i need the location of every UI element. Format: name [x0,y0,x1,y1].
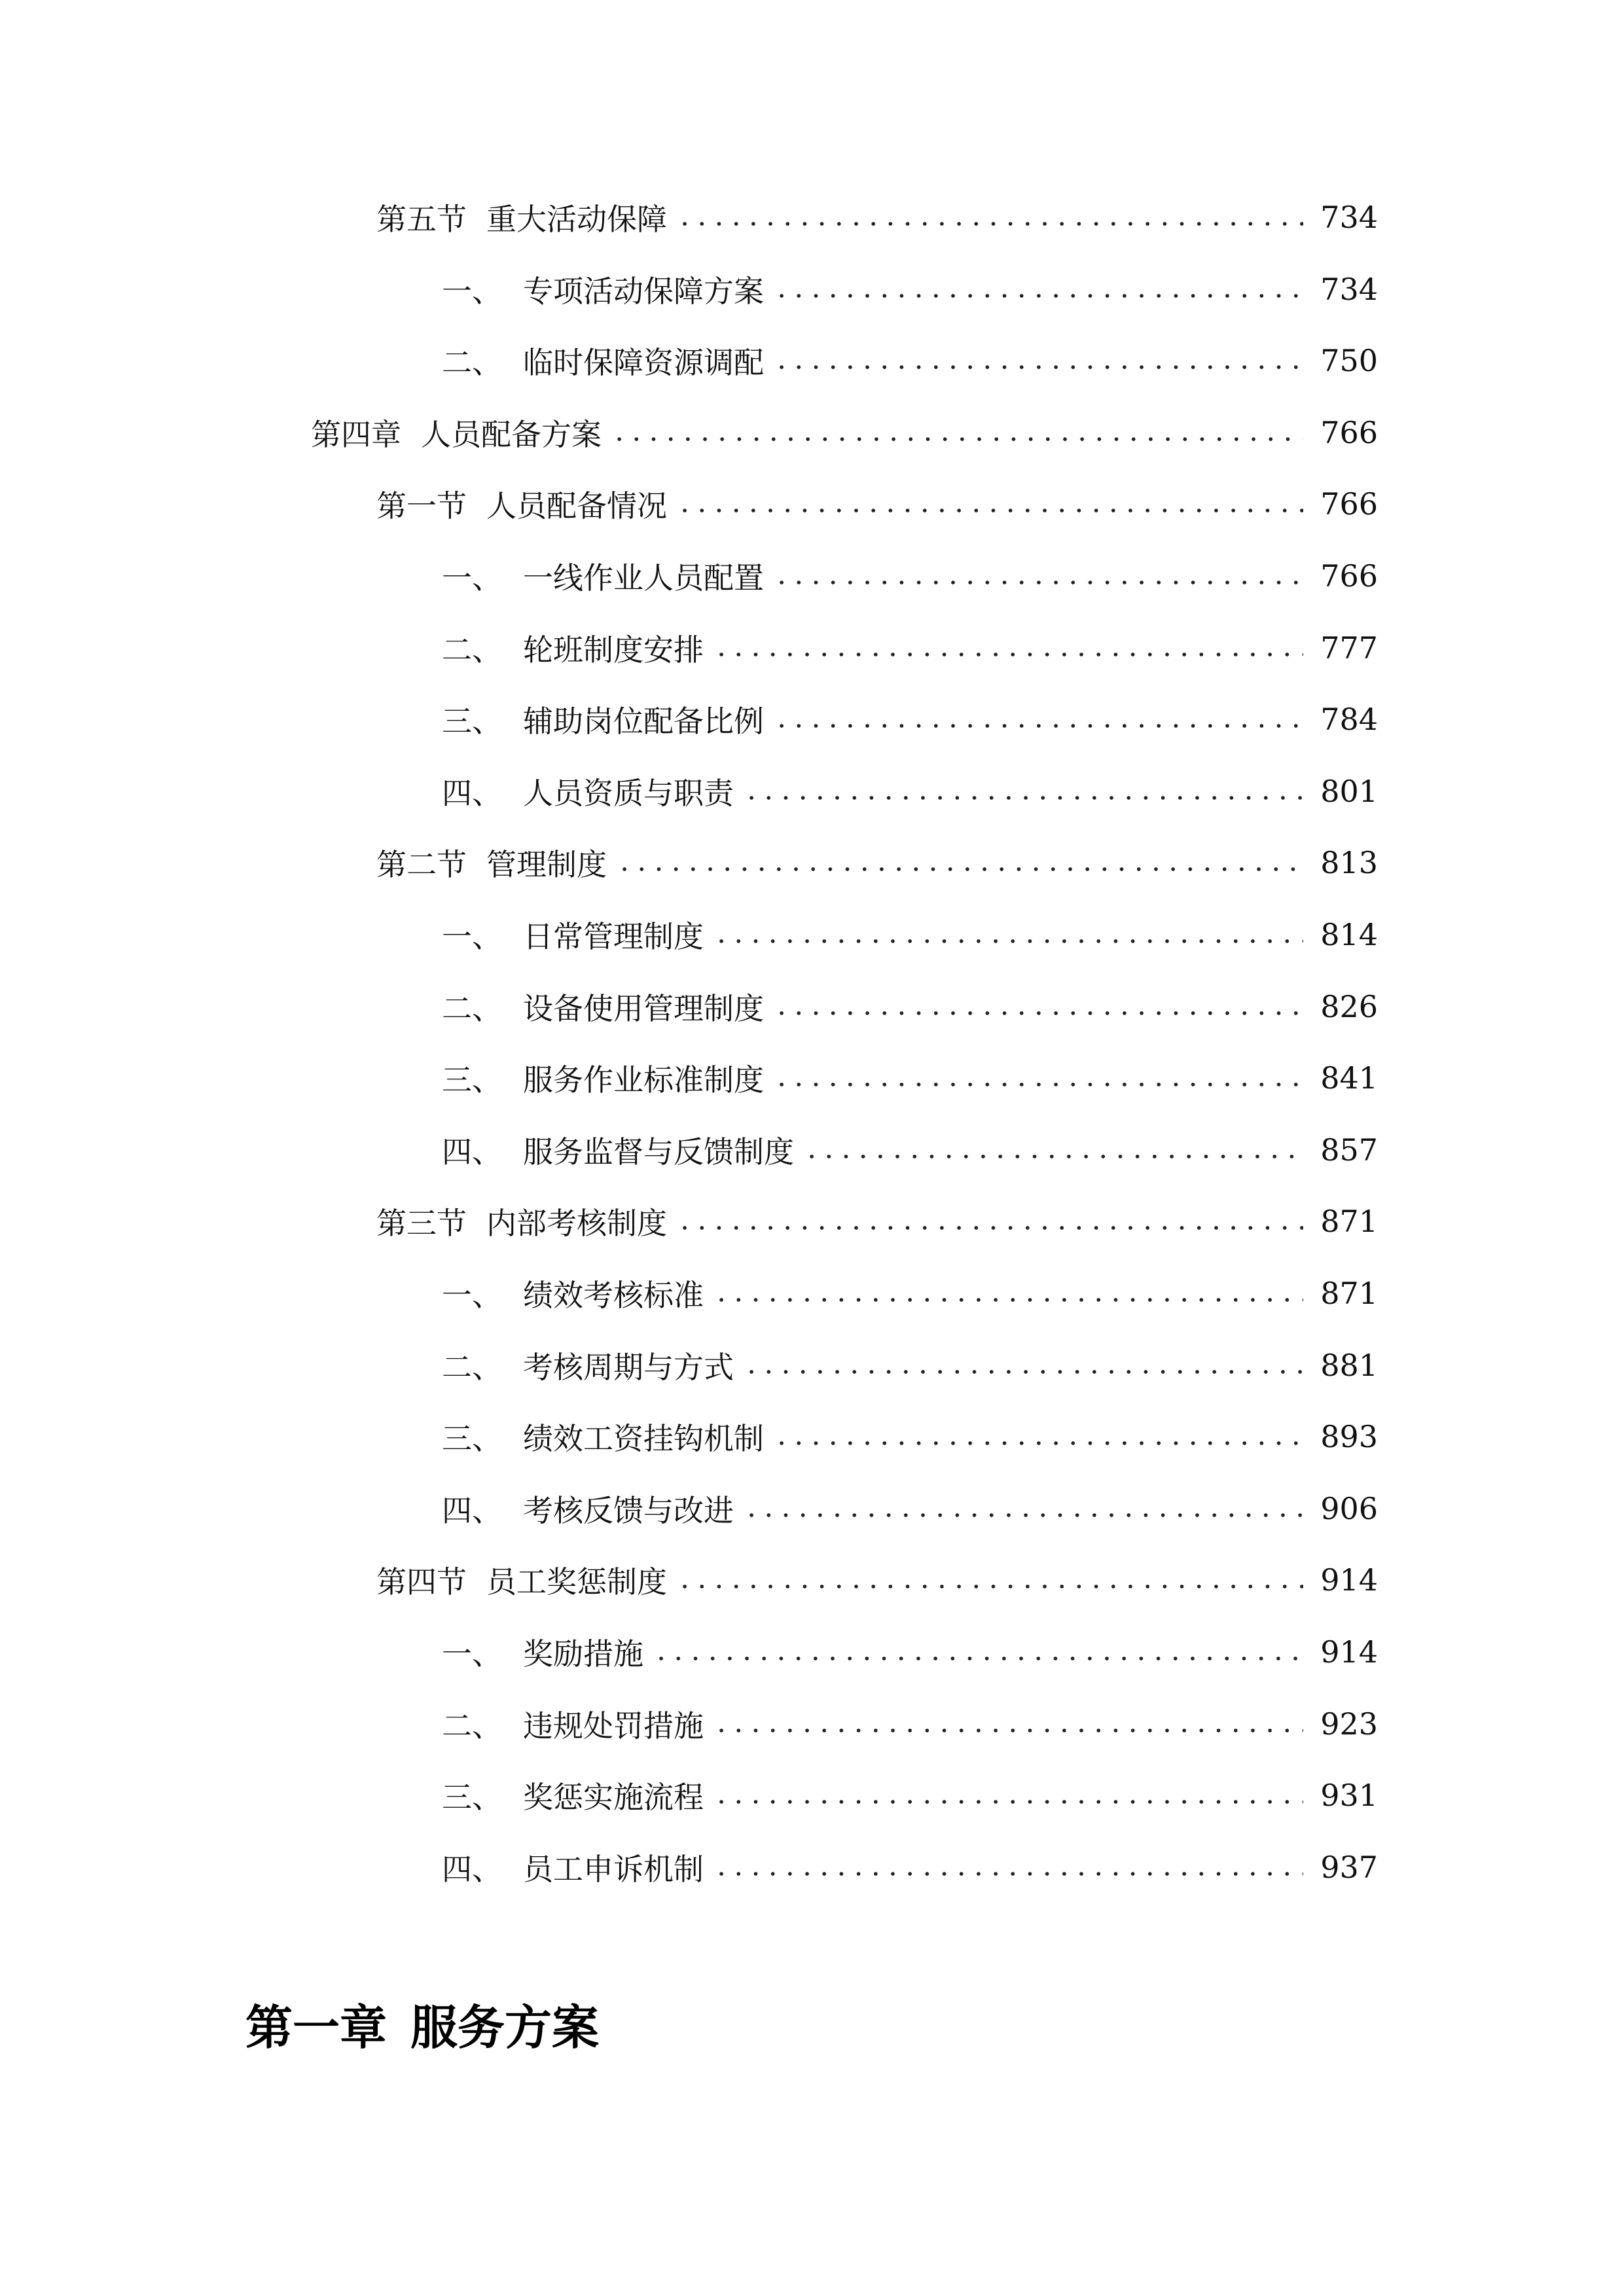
toc-entry-number: 第五节 [376,202,467,237]
toc-entry-page-number: 937 [1320,1850,1378,1885]
toc-entry-item[interactable] [442,1632,1378,1672]
toc-dot-leader [713,651,1303,658]
toc-entry-section[interactable] [376,843,1378,882]
toc-entry-item[interactable] [442,1417,1378,1456]
toc-dot-leader [773,1081,1303,1088]
toc-entry-item[interactable] [442,1776,1378,1815]
toc-entry-title: 重大活动保障 [486,202,667,237]
toc-dot-leader [713,1296,1303,1304]
toc-entry-title: 轮班制度安排 [523,632,704,668]
toc-dot-leader [803,1153,1303,1160]
toc-entry-page-number: 777 [1320,630,1378,666]
toc-dot-leader [743,794,1303,802]
toc-entry-item[interactable] [442,1489,1378,1528]
toc-entry-section[interactable] [376,198,1378,237]
toc-entry-page-number: 734 [1320,200,1378,235]
toc-dot-leader [676,1224,1303,1232]
toc-entry-item[interactable] [442,270,1378,309]
toc-entry-page-number: 734 [1320,272,1378,307]
toc-entry-title: 人员配备情况 [486,488,667,524]
toc-entry-item[interactable] [442,700,1378,739]
toc-entry-number: 二、 [442,1708,502,1744]
toc-entry-page-number: 814 [1320,917,1378,952]
toc-entry-page-number: 857 [1320,1132,1378,1168]
toc-entry-number: 四、 [442,1493,502,1528]
toc-dot-leader [773,722,1303,730]
toc-entry-title: 奖励措施 [523,1636,643,1672]
toc-entry-number: 三、 [442,704,502,739]
toc-entry-item[interactable] [442,772,1378,811]
toc-entry-number: 第四节 [376,1564,467,1600]
toc-dot-leader [616,865,1303,873]
toc-entry-number: 第二节 [376,847,467,882]
toc-entry-number: 二、 [442,991,502,1026]
toc-entry-number: 二、 [442,345,502,380]
toc-entry-title: 服务监督与反馈制度 [523,1134,794,1170]
toc-entry-item[interactable] [442,1130,1378,1170]
toc-dot-leader [713,1727,1303,1734]
toc-dot-leader [611,435,1303,443]
toc-entry-item[interactable] [442,556,1378,596]
toc-entry-number: 三、 [442,1780,502,1815]
toc-entry-number: 第三节 [376,1206,467,1241]
toc-entry-title: 专项活动保障方案 [523,274,764,309]
toc-dot-leader [743,1368,1303,1376]
toc-entry-title: 员工奖惩制度 [486,1564,667,1600]
toc-entry-page-number: 893 [1320,1419,1378,1454]
toc-entry-page-number: 784 [1320,702,1378,737]
toc-dot-leader [653,1655,1303,1662]
toc-entry-page-number: 766 [1320,415,1378,450]
toc-entry-page-number: 801 [1320,774,1378,809]
toc-entry-number: 一、 [442,560,502,596]
toc-entry-title: 辅助岗位配备比例 [523,704,764,739]
chapter-heading [245,1990,599,2058]
toc-entry-number: 四、 [442,1852,502,1887]
toc-entry-title: 设备使用管理制度 [523,991,764,1026]
toc-entry-item[interactable] [442,987,1378,1026]
toc-dot-leader [713,1798,1303,1806]
toc-entry-page-number: 766 [1320,558,1378,594]
toc-dot-leader [773,363,1303,371]
toc-dot-leader [676,1583,1303,1590]
toc-entry-page-number: 766 [1320,486,1378,522]
toc-entry-title: 一线作业人员配置 [523,560,764,596]
toc-entry-title: 考核反馈与改进 [523,1493,734,1528]
toc-entry-title: 人员资质与职责 [523,776,734,811]
toc-dot-leader [773,1439,1303,1447]
toc-entry-item[interactable] [442,1346,1378,1385]
toc-entry-chapter[interactable] [311,413,1378,452]
toc-entry-number: 一、 [442,274,502,309]
toc-entry-title: 日常管理制度 [523,919,704,954]
toc-entry-title: 绩效工资挂钩机制 [523,1421,764,1456]
toc-entry-number: 二、 [442,1350,502,1385]
toc-entry-title: 违规处罚措施 [523,1708,704,1744]
toc-entry-item[interactable] [442,915,1378,954]
toc-entry-title: 内部考核制度 [486,1206,667,1241]
toc-entry-title: 人员配备方案 [421,417,602,452]
toc-entry-page-number: 841 [1320,1060,1378,1096]
toc-entry-page-number: 881 [1320,1348,1378,1383]
toc-entry-section[interactable] [376,484,1378,524]
toc-entry-item[interactable] [442,1274,1378,1313]
toc-entry-page-number: 931 [1320,1778,1378,1813]
toc-entry-item[interactable] [442,1058,1378,1098]
toc-entry-number: 三、 [442,1421,502,1456]
toc-dot-leader [713,1870,1303,1878]
toc-entry-title: 管理制度 [486,847,607,882]
toc-entry-number: 一、 [442,1636,502,1672]
toc-entry-title: 奖惩实施流程 [523,1780,704,1815]
toc-entry-page-number: 813 [1320,845,1378,880]
toc-entry-page-number: 871 [1320,1204,1378,1239]
toc-entry-page-number: 906 [1320,1491,1378,1526]
toc-entry-item[interactable] [442,1704,1378,1744]
toc-entry-page-number: 914 [1320,1634,1378,1670]
toc-entry-item[interactable] [442,1848,1378,1887]
toc-entry-title: 服务作业标准制度 [523,1062,764,1098]
chapter-heading-title: 服务方案 [410,2000,600,2055]
chapter-heading-number: 第一章 [245,2000,388,2055]
toc-dot-leader [676,507,1303,514]
toc-dot-leader [773,1009,1303,1017]
toc-entry-number: 二、 [442,632,502,668]
toc-entry-page-number: 923 [1320,1706,1378,1742]
toc-entry-number: 第一节 [376,488,467,524]
toc-dot-leader [676,220,1303,228]
toc-entry-number: 四、 [442,776,502,811]
toc-entry-number: 第四章 [311,417,401,452]
toc-entry-item[interactable] [442,341,1378,380]
toc-entry-section[interactable] [376,1202,1378,1241]
toc-entry-number: 四、 [442,1134,502,1170]
toc-entry-section[interactable] [376,1560,1378,1600]
toc-entry-page-number: 750 [1320,343,1378,378]
toc-entry-title: 绩效考核标准 [523,1278,704,1313]
toc-dot-leader [743,1511,1303,1519]
toc-entry-page-number: 826 [1320,989,1378,1024]
toc-entry-page-number: 914 [1320,1562,1378,1598]
toc-entry-number: 一、 [442,1278,502,1313]
toc-entry-number: 一、 [442,919,502,954]
toc-entry-title: 员工申诉机制 [523,1852,704,1887]
toc-entry-page-number: 871 [1320,1276,1378,1311]
toc-entry-title: 临时保障资源调配 [523,345,764,380]
toc-entry-title: 考核周期与方式 [523,1350,734,1385]
toc-entry-number: 三、 [442,1062,502,1098]
toc-dot-leader [713,937,1303,945]
toc-entry-item[interactable] [442,628,1378,668]
toc-dot-leader [773,579,1303,586]
toc-dot-leader [773,292,1303,300]
